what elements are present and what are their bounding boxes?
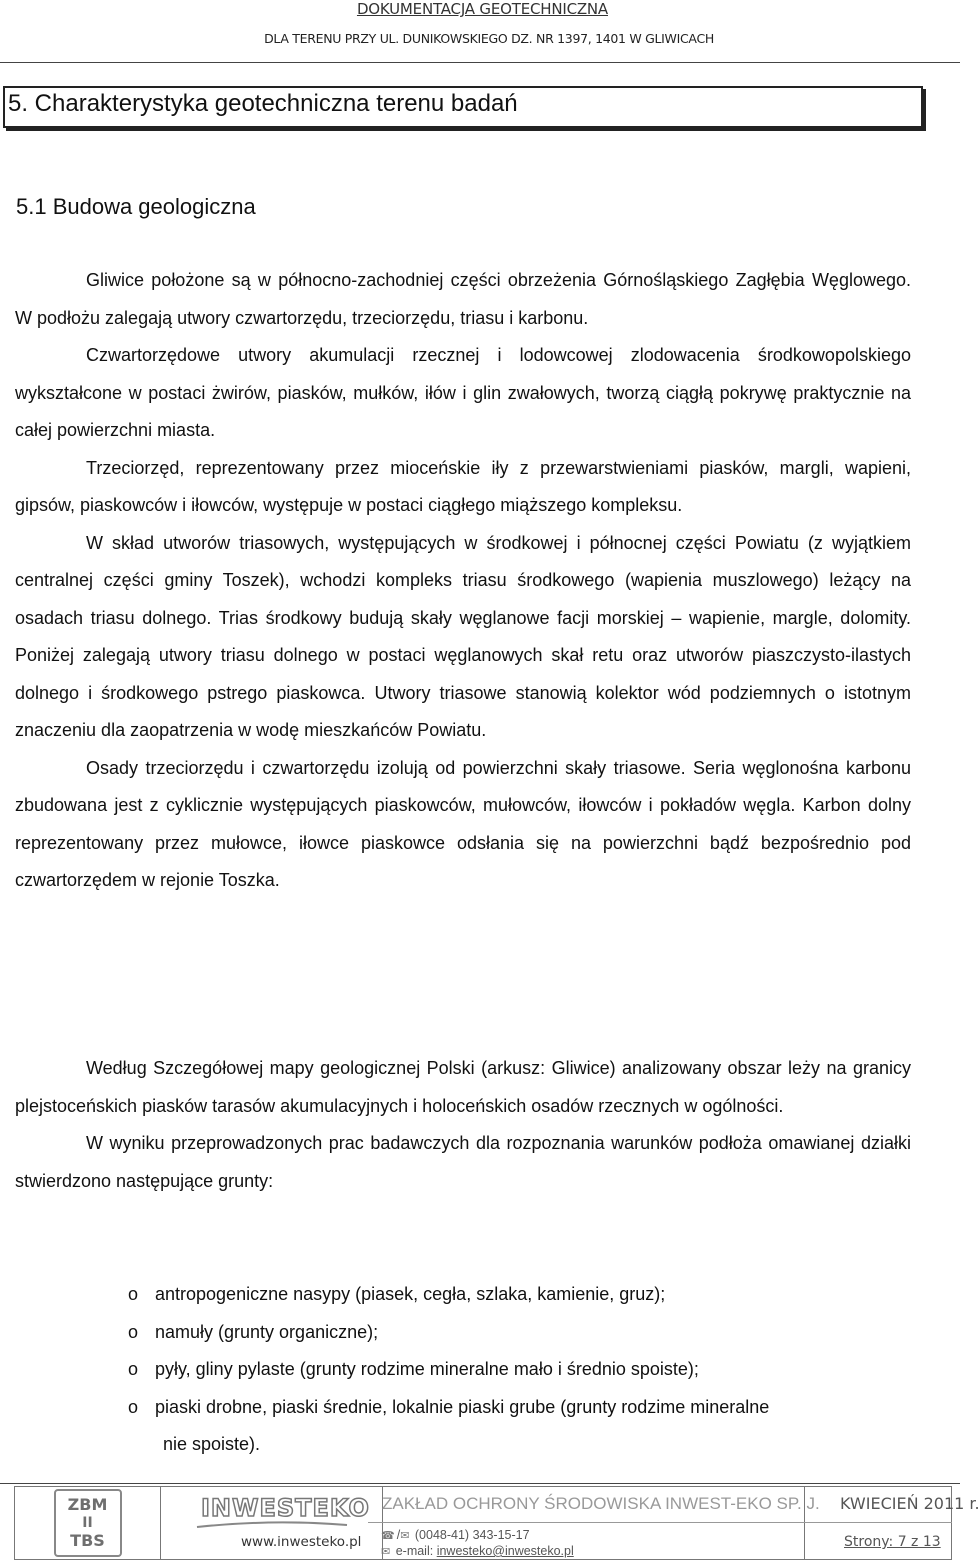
body-text-block-1	[15, 262, 911, 900]
inwesteko-logo: INWESTEKO	[201, 1494, 370, 1522]
company-name: ZAKŁAD OCHRONY ŚRODOWISKA INWEST-EKO SP. J.	[382, 1494, 820, 1513]
contact-phone: ☎ /✉ (0048-41) 343-15-17	[381, 1528, 530, 1542]
fax-icon: ✉	[400, 1530, 410, 1542]
section-title: 5. Charakterystyka geotechniczna terenu badań	[8, 90, 518, 117]
paragraph: W wyniku przeprowadzonych prac badawczych dla rozpoznania warunków podłoża omawianej działki stwierdzono następujące grunty:	[15, 1133, 911, 1191]
email-link[interactable]: inwesteko@inwesteko.pl	[436, 1544, 574, 1558]
phone-icon: ☎	[381, 1530, 395, 1542]
list-item-text: namuły (grunty organiczne);	[155, 1321, 379, 1342]
footer-contact-divider	[368, 1522, 804, 1523]
logo-swoosh-icon	[197, 1521, 347, 1529]
company-website: www.inwesteko.pl	[241, 1534, 362, 1550]
mail-icon: ✉	[381, 1546, 391, 1558]
document-date: KWIECIEŃ 2011 r.	[840, 1494, 980, 1513]
contact-email: ✉ e-mail: inwesteko@inwesteko.pl	[381, 1544, 574, 1558]
body-text-block-2	[15, 1050, 911, 1200]
list-item	[128, 1314, 912, 1352]
bullet: o	[128, 1396, 139, 1417]
paragraph: Gliwice położone są w północno-zachodniej części obrzeżenia Górnośląskiego Zagłębia Węglowego. W podłożu zalegają utwory czwartorzędu, trzeciorzędu, triasu i karbonu.	[15, 270, 911, 328]
header-subtitle: DLA TERENU PRZY UL. DUNIKOWSKIEGO DZ. NR 1397, 1401 W GLIWICACH	[264, 31, 714, 46]
header-title: DOKUMENTACJA GEOTECHNICZNA	[356, 0, 608, 18]
bullet: o	[128, 1321, 139, 1342]
subsection-title: 5.1 Budowa geologiczna	[16, 194, 256, 219]
paragraph: Według Szczegółowej mapy geologicznej Polski (arkusz: Gliwice) analizowany obszar leży na granicy plejstoceńskich piasków tarasów akumulacyjnych i holoceńskich osadów rzecznych w ogólności.	[15, 1058, 911, 1116]
paragraph: Trzeciorzęd, reprezentowany przez mioceńskie iły z przewarstwieniami piasków, margli, wapieni, gipsów, piaskowców i iłowców, występuje w postaci ciągłego miąższego kompleksu.	[15, 457, 911, 515]
list-item-text: antropogeniczne nasypy (piasek, cegła, szlaka, kamienie, gruz);	[155, 1284, 666, 1304]
inwesteko-logo-cell	[161, 1487, 383, 1559]
footer-right-divider	[804, 1522, 952, 1523]
paragraph: Czwartorzędowe utwory akumulacji rzecznej i lodowcowej zlodowacenia środkowopolskiego wykształcone w postaci żwirów, piasków, mułków, iłów i glin zwałowych, tworzą ciągłą pokrywę praktycznie na całej powierzchni miasta.	[15, 345, 911, 440]
bullet: o	[128, 1284, 139, 1304]
list-item	[128, 1351, 912, 1389]
zbm-tbs-logo: ZBM II TBS	[54, 1489, 122, 1557]
bullet: o	[128, 1359, 139, 1379]
list-item-text: pyły, gliny pylaste (grunty rodzime mineralne mało i średnio spoiste);	[155, 1359, 699, 1379]
page-counter: Strony: 7 z 13	[844, 1534, 941, 1550]
list-item-text: piaski drobne, piaski średnie, lokalnie piaski grube (grunty rodzime mineralne	[155, 1396, 770, 1417]
footer-divider	[0, 1483, 960, 1484]
header-divider	[0, 62, 960, 63]
soil-list	[128, 1276, 912, 1464]
list-item	[128, 1276, 912, 1314]
paragraph: W skład utworów triasowych, występujących w środkowej i północnej części Powiatu (z wyjątkiem centralnej części gminy Toszek), wchodzi kompleks triasu środkowego (wapienia muszlowego) leżący na osadach triasu dolnego. Trias środkowy budują skały węglanowe facji morskiej – wapienie, margle, dolomity. Poniżej zalegają utwory triasu dolnego w postaci węglanowych skał retu oraz utworów piaszczysto-ilastych dolnego i środkowego pstrego piaskowca. Utwory triasowe stanowią kolektor wód podziemnych o istotnym znaczeniu dla zaopatrzenia w wodę mieszkańców Powiatu.	[15, 532, 911, 740]
zbm-logo-cell	[15, 1487, 161, 1559]
list-item	[128, 1389, 912, 1464]
paragraph: Osady trzeciorzędu i czwartorzędu izolują od powierzchni skały triasowe. Seria węglonośna karbonu zbudowana jest z cyklicznie występujących piaskowców, mułowców, iłowców i pokładów węgla. Karbon dolny reprezentowany przez mułowce, iłowce piaskowce odsłania się na powierzchni bądź bezpośrednio pod czwartorzędem w rejonie Toszka.	[15, 757, 911, 890]
list-item-continuation: nie spoiste).	[163, 1434, 261, 1454]
